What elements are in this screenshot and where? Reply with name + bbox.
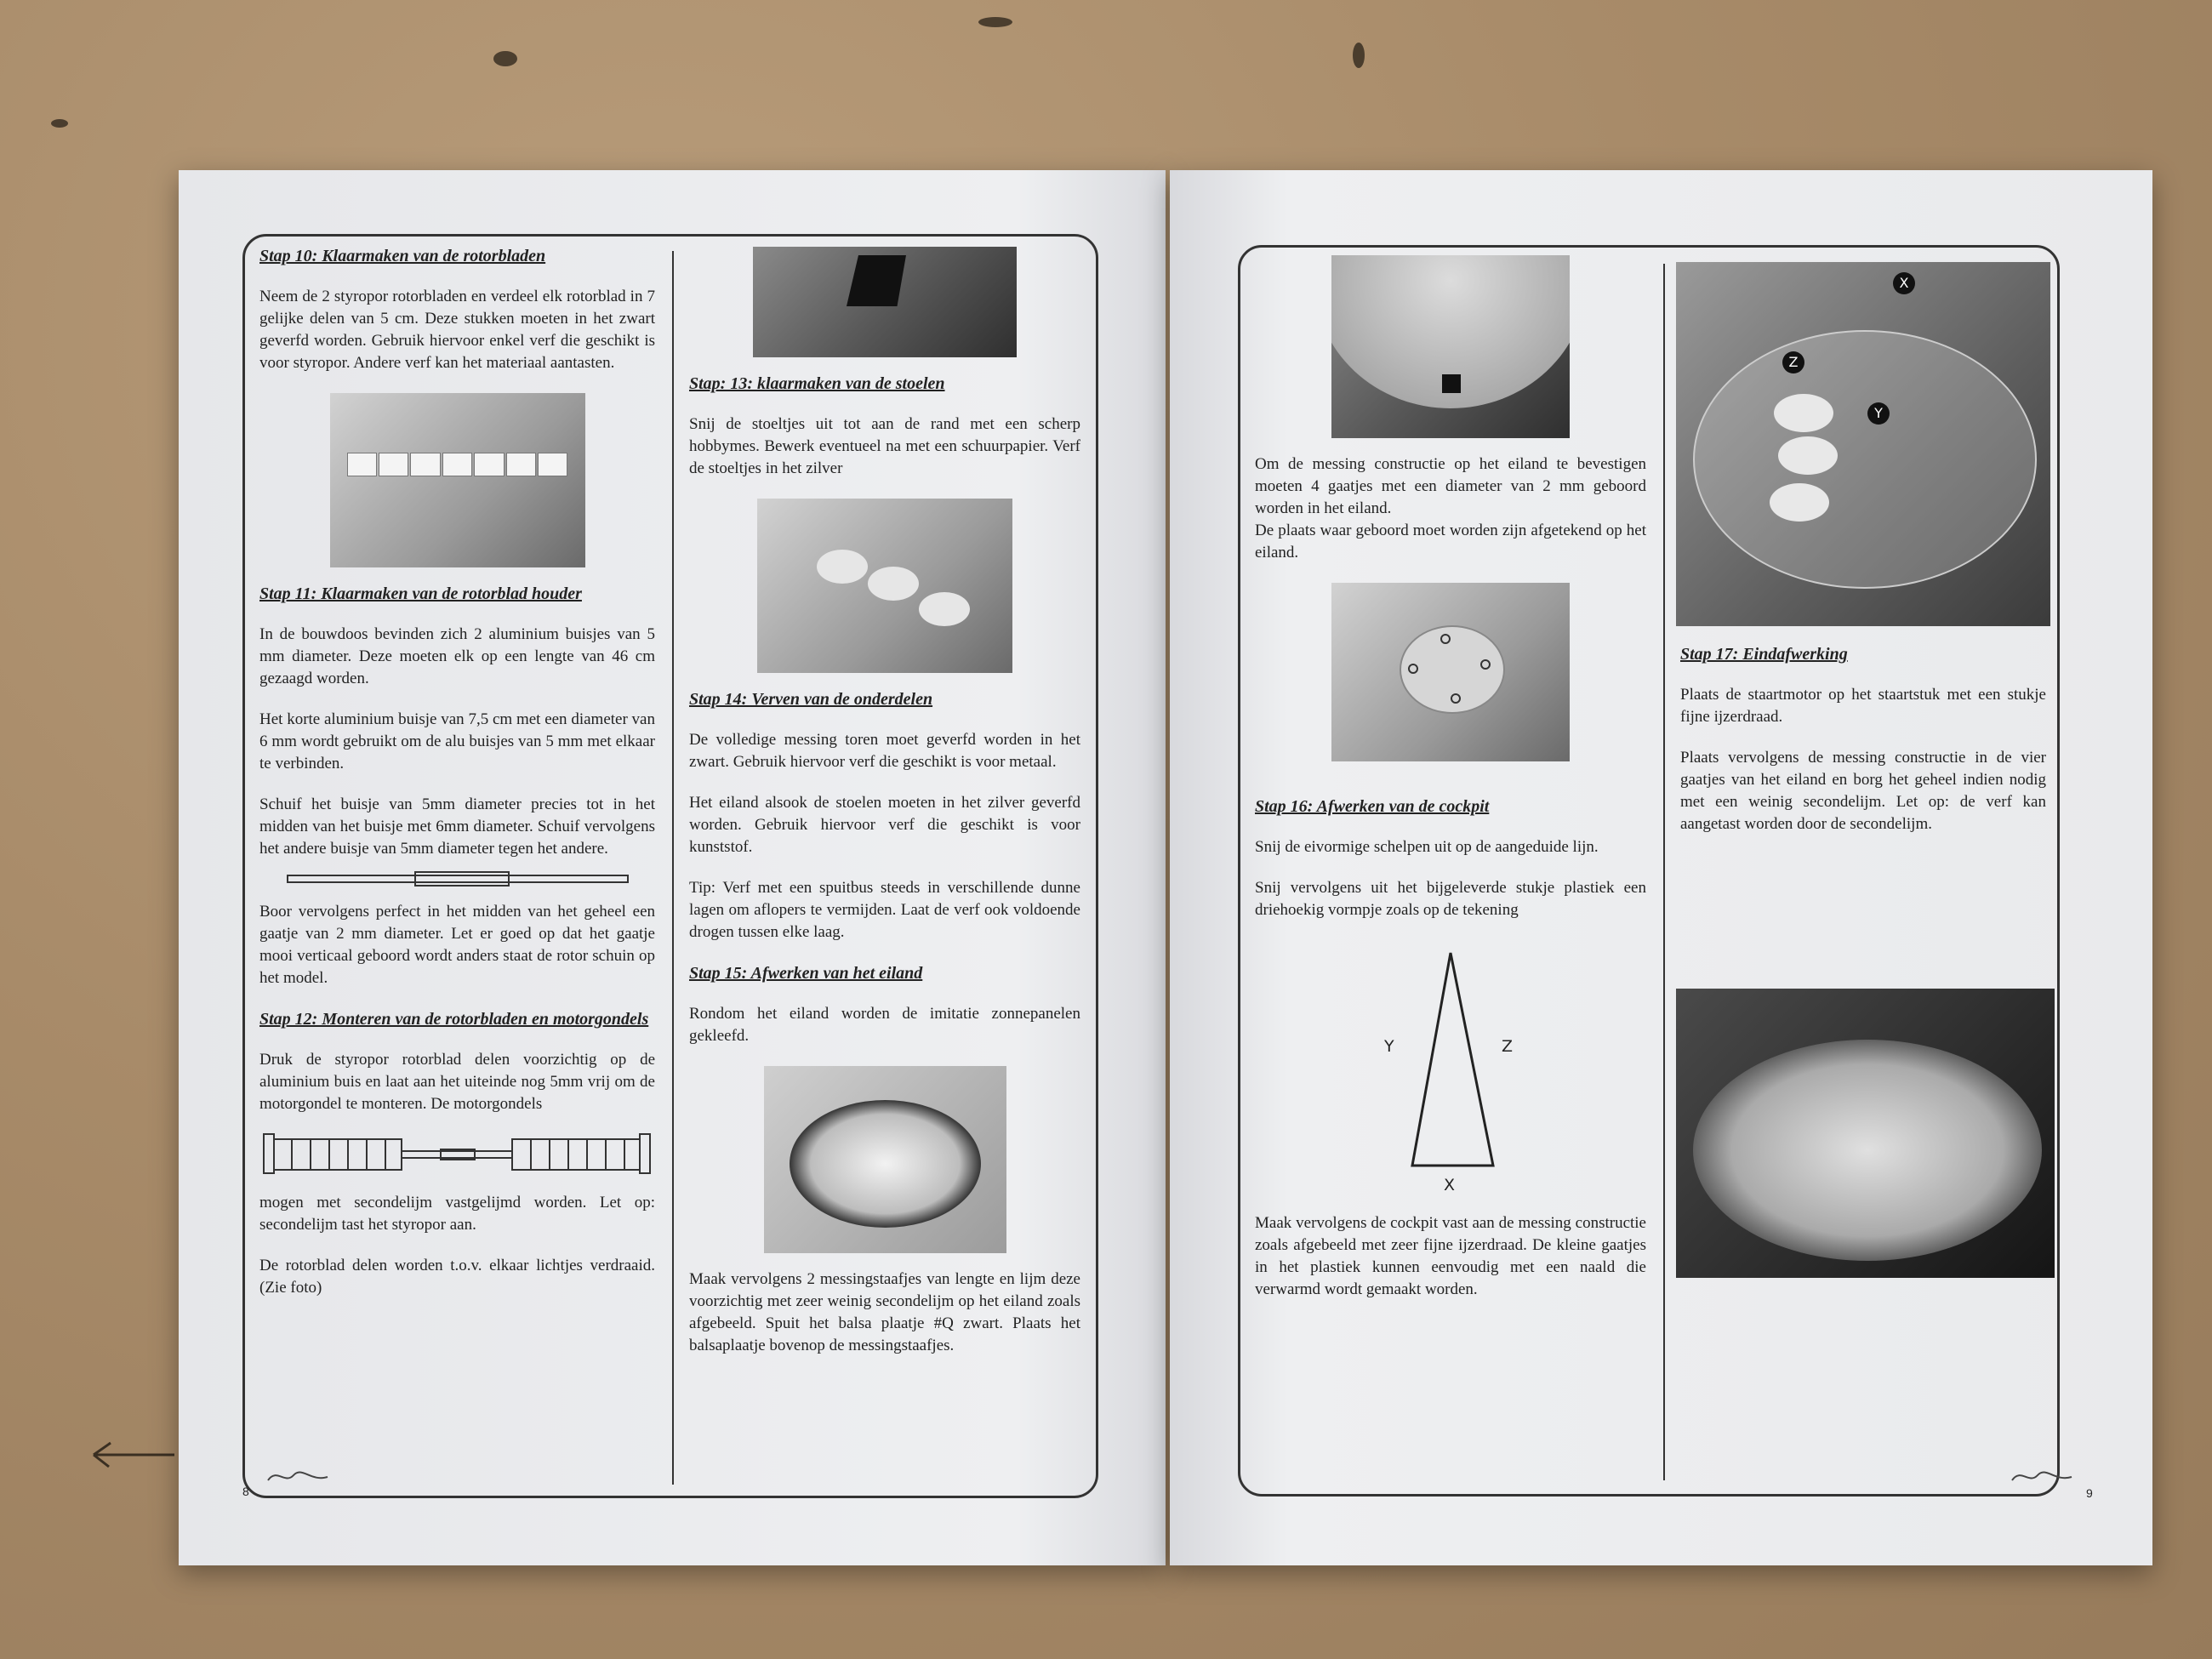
page-number: 8 [242, 1485, 249, 1498]
step14-title: Stap 14: Verven van de onderdelen [689, 690, 933, 709]
step11-text-3: Schuif het buisje van 5mm diameter precies tot in het midden van het buisje met 6mm diameter. Schuif vervolgens het andere buisje van 5mm diameter tegen het andere. [259, 795, 655, 858]
step13-title: Stap: 13: klaarmaken van de stoelen [689, 374, 945, 393]
rotor-assembly-diagram [262, 1124, 653, 1183]
step15-text-1: Rondom het eiland worden de imitatie zonnepanelen gekleefd. [689, 1005, 1080, 1045]
photo-label-x: X [1893, 272, 1915, 294]
pencil-arrow-mark [85, 1438, 179, 1472]
step12-text-3: De rotorblad delen worden t.o.v. elkaar lichtjes verdraaid. (Zie foto) [259, 1257, 655, 1297]
step14-text-1: De volledige messing toren moet geverfd worden in het zwart. Gebruik hiervoor verf die geschikt is voor metaal. [689, 731, 1080, 771]
step16-text-3: Maak vervolgens de cockpit vast aan de messing constructie zoals afgebeeld met zeer fijne ijzerdraad. De kleine gaatjes in het plastiek kunnen eenvoudig met een naald die verwarmd wordt gemaakt worden. [1255, 1214, 1646, 1298]
step12-text-1: Druk de styropor rotorblad delen voorzichtig op de aluminium buis en laat aan het uiteinde nog 5mm vrij om de motorgondel te monteren. De motorgondels [259, 1051, 655, 1113]
column-divider [1663, 264, 1665, 1480]
photo-label-y: Y [1867, 402, 1890, 425]
triangle-label-x: X [1444, 1176, 1456, 1194]
step11-title: Stap 11: Klaarmaken van de rotorblad houder [259, 584, 582, 603]
intro-text-1: Om de messing constructie op het eiland te bevestigen moeten 4 gaatjes met een diameter van 2 mm geboord worden in het eiland. [1255, 455, 1646, 517]
right-page [1170, 170, 2152, 1565]
island-underside-photo [1331, 255, 1570, 438]
drill-mark [1408, 664, 1418, 674]
step12-text-2: mogen met secondelijm vastgelijmd worden. Let op: secondelijm tast het styropor aan. [259, 1194, 655, 1234]
finished-island-disc [1693, 1040, 2042, 1261]
tube-diagram [271, 869, 645, 889]
triangle-shape [1340, 949, 1561, 1178]
triangle-label-z: Z [1502, 1037, 1514, 1056]
drill-mark [1480, 659, 1491, 670]
drill-mark [1451, 693, 1461, 704]
step11-text-4: Boor vervolgens perfect in het midden van het geheel een gaatje van 2 mm diameter. Let er goed op dat het gaatje mooi verticaal geboord wordt anders staat de rotor schuin op het model. [259, 903, 655, 987]
step12-title: Stap 12: Monteren van de rotorbladen en motorgondels [259, 1010, 649, 1029]
surface-stain [51, 119, 68, 128]
step15-title: Stap 15: Afwerken van het eiland [689, 964, 923, 983]
step16-title: Stap 16: Afwerken van de cockpit [1255, 797, 1490, 816]
seat-shape [919, 592, 970, 626]
drill-mark [1440, 634, 1451, 644]
cockpit-dome [1693, 330, 2037, 589]
step14-text-2: Het eiland alsook de stoelen moeten in het zilver geverfd worden. Gebruik hiervoor verf die geschikt is voor kunststof. [689, 794, 1080, 856]
intro-text-2: De plaats waar geboord moet worden zijn afgetekend op het eiland. [1255, 522, 1646, 562]
publisher-logo [264, 1463, 332, 1489]
publisher-logo [2008, 1463, 2076, 1489]
photo-label-z: Z [1782, 351, 1804, 373]
center-block [1442, 374, 1461, 393]
step14-text-3: Tip: Verf met een spuitbus steeds in verschillende dunne lagen om aflopers te vermijden. Laat de verf ook voldoende drogen tussen elke laag. [689, 879, 1080, 941]
island-photo [764, 1066, 1006, 1253]
seat-shape [868, 567, 919, 601]
step17-title: Stap 17: Eindafwerking [1680, 645, 1848, 664]
surface-stain [978, 17, 1012, 27]
rotorblade-detail-photo [753, 247, 1017, 357]
seat-shape [1778, 436, 1838, 475]
triangle-template-drawing [1340, 940, 1561, 1195]
cockpit-assembly-photo [1676, 262, 2050, 626]
left-page [179, 170, 1166, 1565]
step10-title: Stap 10: Klaarmaken van de rotorbladen [259, 247, 546, 265]
finished-model-photo [1676, 989, 2055, 1278]
seat-shape [1774, 394, 1833, 432]
rotorblade-photo [330, 393, 585, 567]
surface-stain [493, 51, 517, 66]
seats-photo [757, 499, 1012, 673]
step17-text-2: Plaats vervolgens de messing constructie in de vier gaatjes van het eiland en borg het geheel indien nodig met een weinig secondelijm. Let op: de verf kan aangetast worden door de secondelijm. [1680, 749, 2046, 833]
left-column-1 [259, 245, 655, 1318]
right-column-2 [1680, 262, 2046, 1293]
step11-text-1: In de bouwdoos bevinden zich 2 aluminium buisjes van 5 mm diameter. Deze moeten elk op een lengte van 46 cm gezaagd worden. [259, 625, 655, 687]
left-column-2 [689, 247, 1080, 1376]
island-disc [790, 1100, 981, 1228]
surface-stain [1353, 43, 1365, 68]
step17-text-1: Plaats de staartmotor op het staartstuk met een stukje fijne ijzerdraad. [1680, 686, 2046, 726]
step15-text-2: Maak vervolgens 2 messingstaafjes van lengte en lijm deze voorzichtig met zeer weinig secondelijm op het eiland zoals afgebeeld. Spuit het balsa plaatje #Q zwart. Plaats het balsaplaatje bovenop de messingstaafjes. [689, 1270, 1080, 1354]
step11-text-2: Het korte aluminium buisje van 7,5 cm met een diameter van 6 mm wordt gebruikt om de alu buisjes van 5 mm met elkaar te verbinden. [259, 710, 655, 772]
seat-shape [1770, 483, 1829, 522]
blade-segment-shape [847, 255, 906, 306]
seat-shape [817, 550, 868, 584]
rotorblade-segments [347, 453, 568, 476]
right-column-1 [1255, 255, 1646, 1320]
island-drill-marks-photo [1331, 583, 1570, 761]
step10-text: Neem de 2 styropor rotorbladen en verdeel elk rotorblad in 7 gelijke delen van 5 cm. Deze stukken moeten in het zwart geverfd worden. Gebruik hiervoor enkel verf die geschikt is voor styropor. Andere verf kan het materiaal aantasten. [259, 288, 655, 372]
step16-text-1: Snij de eivormige schelpen uit op de aangeduide lijn. [1255, 838, 1599, 856]
triangle-label-y: Y [1384, 1037, 1394, 1056]
column-divider [672, 251, 674, 1485]
step16-text-2: Snij vervolgens uit het bijgeleverde stukje plastiek een driehoekig vormpje zoals op de tekening [1255, 879, 1646, 919]
step13-text: Snij de stoeltjes uit tot aan de rand met een scherp hobbymes. Bewerk eventueel na met een schuurpapier. Verf de stoeltjes in het zilver [689, 415, 1080, 477]
page-number: 9 [2086, 1486, 2093, 1500]
